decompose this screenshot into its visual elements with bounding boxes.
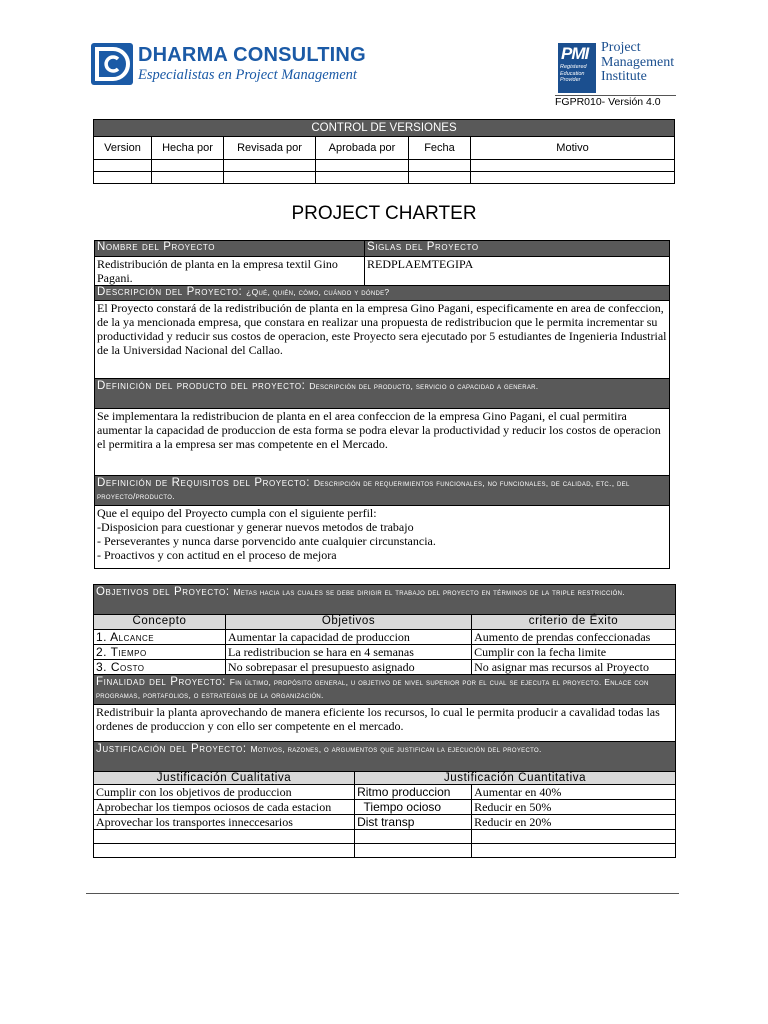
pmi-logo-icon	[558, 43, 596, 93]
objective-criterion: Cumplir con la fecha limite	[472, 645, 676, 660]
version-control-title: CONTROL DE VERSIONES	[94, 120, 675, 137]
project-info-table	[94, 240, 670, 569]
page-title: PROJECT CHARTER	[291, 203, 477, 224]
pmi-line-2: Management	[601, 54, 675, 70]
purpose-text: Redistribuir la planta aprovechando de manera eficiente los recursos, lo cual le permita producir a cavalidad todas las ordenes de produccion y con ello ser competente en el mercado.	[94, 705, 676, 742]
quantitative-value: Reducir en 50%	[472, 800, 676, 815]
objective-concept: 3. Costo	[94, 660, 226, 675]
quantitative-indicator: Tiempo ocioso	[355, 800, 472, 815]
col-quantitative: Justificación Cuantitativa	[355, 772, 676, 785]
objectives-table	[93, 584, 676, 858]
justification-header: Justificación del Proyecto: Motivos, razones, o argumentos que justifican la ejecución del proyecto.	[94, 742, 676, 772]
quantitative-indicator: Dist transp	[355, 815, 472, 830]
table-row	[94, 630, 676, 645]
pmi-badge: PMI	[561, 44, 589, 63]
table-row	[94, 844, 676, 858]
document-version: FGPR010- Versión 4.0	[555, 96, 661, 108]
table-row	[94, 160, 675, 172]
qualitative-reason: Aprobechar los tiempos ociosos de cada estacion	[94, 800, 355, 815]
qualitative-reason: Cumplir con los objetivos de produccion	[94, 785, 355, 800]
col-hecha-por: Hecha por	[152, 137, 224, 160]
pmi-line-3: Institute	[601, 69, 647, 84]
requirement-line: -Disposicion para cuestionar y generar nuevos metodos de trabajo	[97, 520, 414, 534]
description-header: Descripción del Proyecto: ¿Qué, quién, cómo, cuándo y dónde?	[95, 286, 670, 301]
quantitative-value: Aumentar en 40%	[472, 785, 676, 800]
table-row	[94, 660, 676, 675]
product-definition-text: Se implementara la redistribucion de planta en el area confeccion de la empresa Gino Pagani, el cual permitira aumentar la capacidad de produccion de esta forma se podra elevar la productividad y reducir los costos de operacion el permitira a la empresa ser mas competente en el Mercado.	[95, 409, 670, 476]
table-row	[94, 815, 676, 830]
objective-criterion: Aumento de prendas confeccionadas	[472, 630, 676, 645]
quantitative-value: Reducir en 20%	[472, 815, 676, 830]
requirements-text	[95, 506, 670, 569]
project-acronym-label: Siglas del Proyecto	[365, 241, 670, 257]
version-control-table	[93, 119, 675, 184]
project-name-label: Nombre del Proyecto	[95, 241, 365, 257]
objective-concept: 2. Tiempo	[94, 645, 226, 660]
pmi-name	[601, 41, 674, 85]
objective-criterion: No asignar mas recursos al Proyecto	[472, 660, 676, 675]
table-row	[94, 645, 676, 660]
table-row	[94, 785, 676, 800]
pmi-badge-small: Registered Education Provider	[560, 64, 587, 83]
col-revisada-por: Revisada por	[224, 137, 316, 160]
project-acronym-value: REDPLAEMTEGIPA	[365, 257, 670, 286]
col-qualitative: Justificación Cualitativa	[94, 772, 355, 785]
col-aprobada-por: Aprobada por	[316, 137, 409, 160]
requirements-header: Definición de Requisitos del Proyecto: Descripción de requerimientos funcionales, no funcionales, de calidad, etc., del proyecto/producto.	[95, 476, 670, 506]
purpose-header: Finalidad del Proyecto: Fin último, propósito general, u objetivo de nivel superior por el cual se ejecuta el proyecto. Enlace con programas, portafolios, o estrategias de la organización.	[94, 675, 676, 705]
requirement-line: - Perseverantes y nunca darse porvencido ante cualquier circunstancia.	[97, 534, 436, 548]
col-fecha: Fecha	[409, 137, 471, 160]
brand-name: DHARMA CONSULTING	[138, 44, 366, 66]
objectives-header: Objetivos del Proyecto: Metas hacia las cuales se debe dirigir el trabajo del proyecto en términos de la triple restricción.	[94, 585, 676, 615]
project-name-value: Redistribución de planta en la empresa textil Gino Pagani.	[95, 257, 365, 286]
requirement-line: Que el equipo del Proyecto cumpla con el siguiente perfil:	[97, 506, 377, 520]
product-definition-header: Definición del producto del proyecto: Descripción del producto, servicio o capacidad a generar.	[95, 379, 670, 409]
col-version: Version	[94, 137, 152, 160]
table-row	[94, 800, 676, 815]
table-row	[94, 172, 675, 184]
col-criterio: criterio de Éxito	[472, 615, 676, 630]
objective-concept: 1. Alcance	[94, 630, 226, 645]
requirement-line: - Proactivos y con actitud en el proceso de mejora	[97, 548, 337, 562]
quantitative-indicator: Ritmo produccion	[355, 785, 472, 800]
qualitative-reason: Aprovechar los transportes inneccesarios	[94, 815, 355, 830]
objective-text: No sobrepasar el presupuesto asignado	[226, 660, 472, 675]
footer-divider	[86, 893, 679, 894]
objective-text: Aumentar la capacidad de produccion	[226, 630, 472, 645]
dharma-logo-icon	[91, 43, 133, 85]
description-text: El Proyecto constará de la redistribución de planta en la empresa Gino Pagani, especificamente en area de confeccion, de la ya mencionada empresa, que constara en realizar una propuesta de redistribucion que le permita incrementar su productividad y reducir sus costos de operacion, este Proyecto sera ejecutado por 5 estudiantes de Ingenieria Industrial de la Universidad Nacional del Callao.	[95, 301, 670, 379]
pmi-line-1: Project	[601, 40, 641, 55]
col-motivo: Motivo	[471, 137, 675, 160]
brand-tagline: Especialistas en Project Management	[138, 67, 357, 83]
col-concepto: Concepto	[94, 615, 226, 630]
col-objetivos: Objetivos	[226, 615, 472, 630]
objective-text: La redistribucion se hara en 4 semanas	[226, 645, 472, 660]
table-row	[94, 830, 676, 844]
